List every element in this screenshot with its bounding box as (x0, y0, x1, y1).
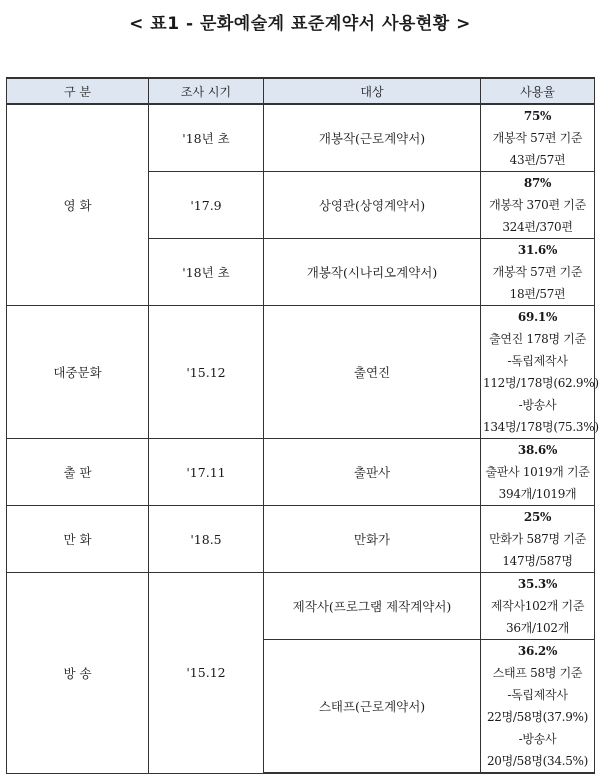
target-cell: 만화가 (264, 506, 481, 573)
rate-value: 38.6% (517, 443, 558, 457)
target-cell: 상영관(상영계약서) (264, 172, 481, 239)
rate-detail: 147명/587명 (502, 554, 573, 568)
rate-value: 25% (523, 510, 552, 524)
rate-detail: 개봉작 57편 기준 (492, 131, 583, 145)
target-cell: 개봉작(시나리오계약서) (264, 239, 481, 306)
rate-detail: -방송사 (518, 398, 557, 412)
header-period: 조사 시기 (149, 78, 264, 104)
rate-detail: 36개/102개 (505, 621, 569, 635)
rate-detail: 18편/57편 (509, 287, 566, 301)
rate-value: 31.6% (517, 243, 558, 257)
rate-detail: 출연진 178명 기준 (489, 332, 586, 346)
rate-value: 75% (523, 109, 552, 123)
table-title: < 표1 - 문화예술계 표준계약서 사용현황 > (129, 14, 471, 34)
rate-cell (481, 306, 599, 439)
table-row (7, 104, 595, 172)
period-cell: '18년 초 (149, 104, 264, 172)
rate-detail: 43편/57편 (509, 153, 566, 167)
rate-detail: -방송사 (518, 732, 557, 746)
header-target: 대상 (264, 78, 481, 104)
period-cell: '17.11 (149, 439, 264, 506)
header-category: 구 분 (7, 78, 149, 104)
rate-value: 36.2% (517, 644, 558, 658)
period-cell: '18년 초 (149, 239, 264, 306)
rate-value: 69.1% (517, 310, 558, 324)
table-row (7, 506, 595, 573)
category-cell: 영 화 (7, 104, 149, 306)
rate-detail: 324편/370편 (502, 220, 573, 234)
rate-detail: 20명/58명(34.5%) (486, 754, 589, 768)
rate-detail: 만화가 587명 기준 (489, 532, 586, 546)
rate-detail: -독립제작사 (507, 688, 568, 702)
period-cell: '15.12 (149, 306, 264, 439)
rate-detail: 개봉작 57편 기준 (492, 265, 583, 279)
rate-cell (481, 439, 595, 506)
rate-detail: 394개/1019개 (498, 487, 577, 501)
rate-detail: 112명/178명(62.9%) (483, 376, 599, 390)
rate-detail: 134명/178명(75.3%) (483, 420, 599, 434)
rate-value: 35.3% (517, 577, 558, 591)
header-rate: 사용율 (481, 78, 595, 104)
rate-detail: 개봉작 370편 기준 (489, 198, 586, 212)
period-cell: '15.12 (149, 573, 264, 774)
table-row (7, 573, 595, 640)
period-cell: '17.9 (149, 172, 264, 239)
category-cell: 만 화 (7, 506, 149, 573)
target-cell: 개봉작(근로계약서) (264, 104, 481, 172)
period-cell: '18.5 (149, 506, 264, 573)
target-cell: 스태프(근로계약서) (264, 640, 481, 774)
target-cell: 제작사(프로그램 제작계약서) (264, 573, 481, 640)
table-row (7, 439, 595, 506)
rate-cell (481, 104, 595, 172)
target-cell: 출판사 (264, 439, 481, 506)
target-cell: 출연진 (264, 306, 481, 439)
rate-cell (481, 573, 595, 640)
rate-cell (481, 506, 595, 573)
rate-detail: 스태프 58명 기준 (492, 666, 583, 680)
contract-usage-table (6, 77, 599, 774)
header-row (7, 78, 595, 104)
rate-cell (481, 640, 595, 774)
rate-detail: -독립제작사 (507, 354, 568, 368)
category-cell: 대중문화 (7, 306, 149, 439)
rate-cell (481, 239, 595, 306)
table-row (7, 306, 595, 439)
rate-detail: 출판사 1019개 기준 (485, 465, 590, 479)
rate-detail: 22명/58명(37.9%) (486, 710, 589, 724)
rate-value: 87% (523, 176, 552, 190)
rate-detail: 제작사102개 기준 (490, 599, 585, 613)
rate-cell (481, 172, 595, 239)
category-cell: 출 판 (7, 439, 149, 506)
category-cell: 방 송 (7, 573, 149, 774)
